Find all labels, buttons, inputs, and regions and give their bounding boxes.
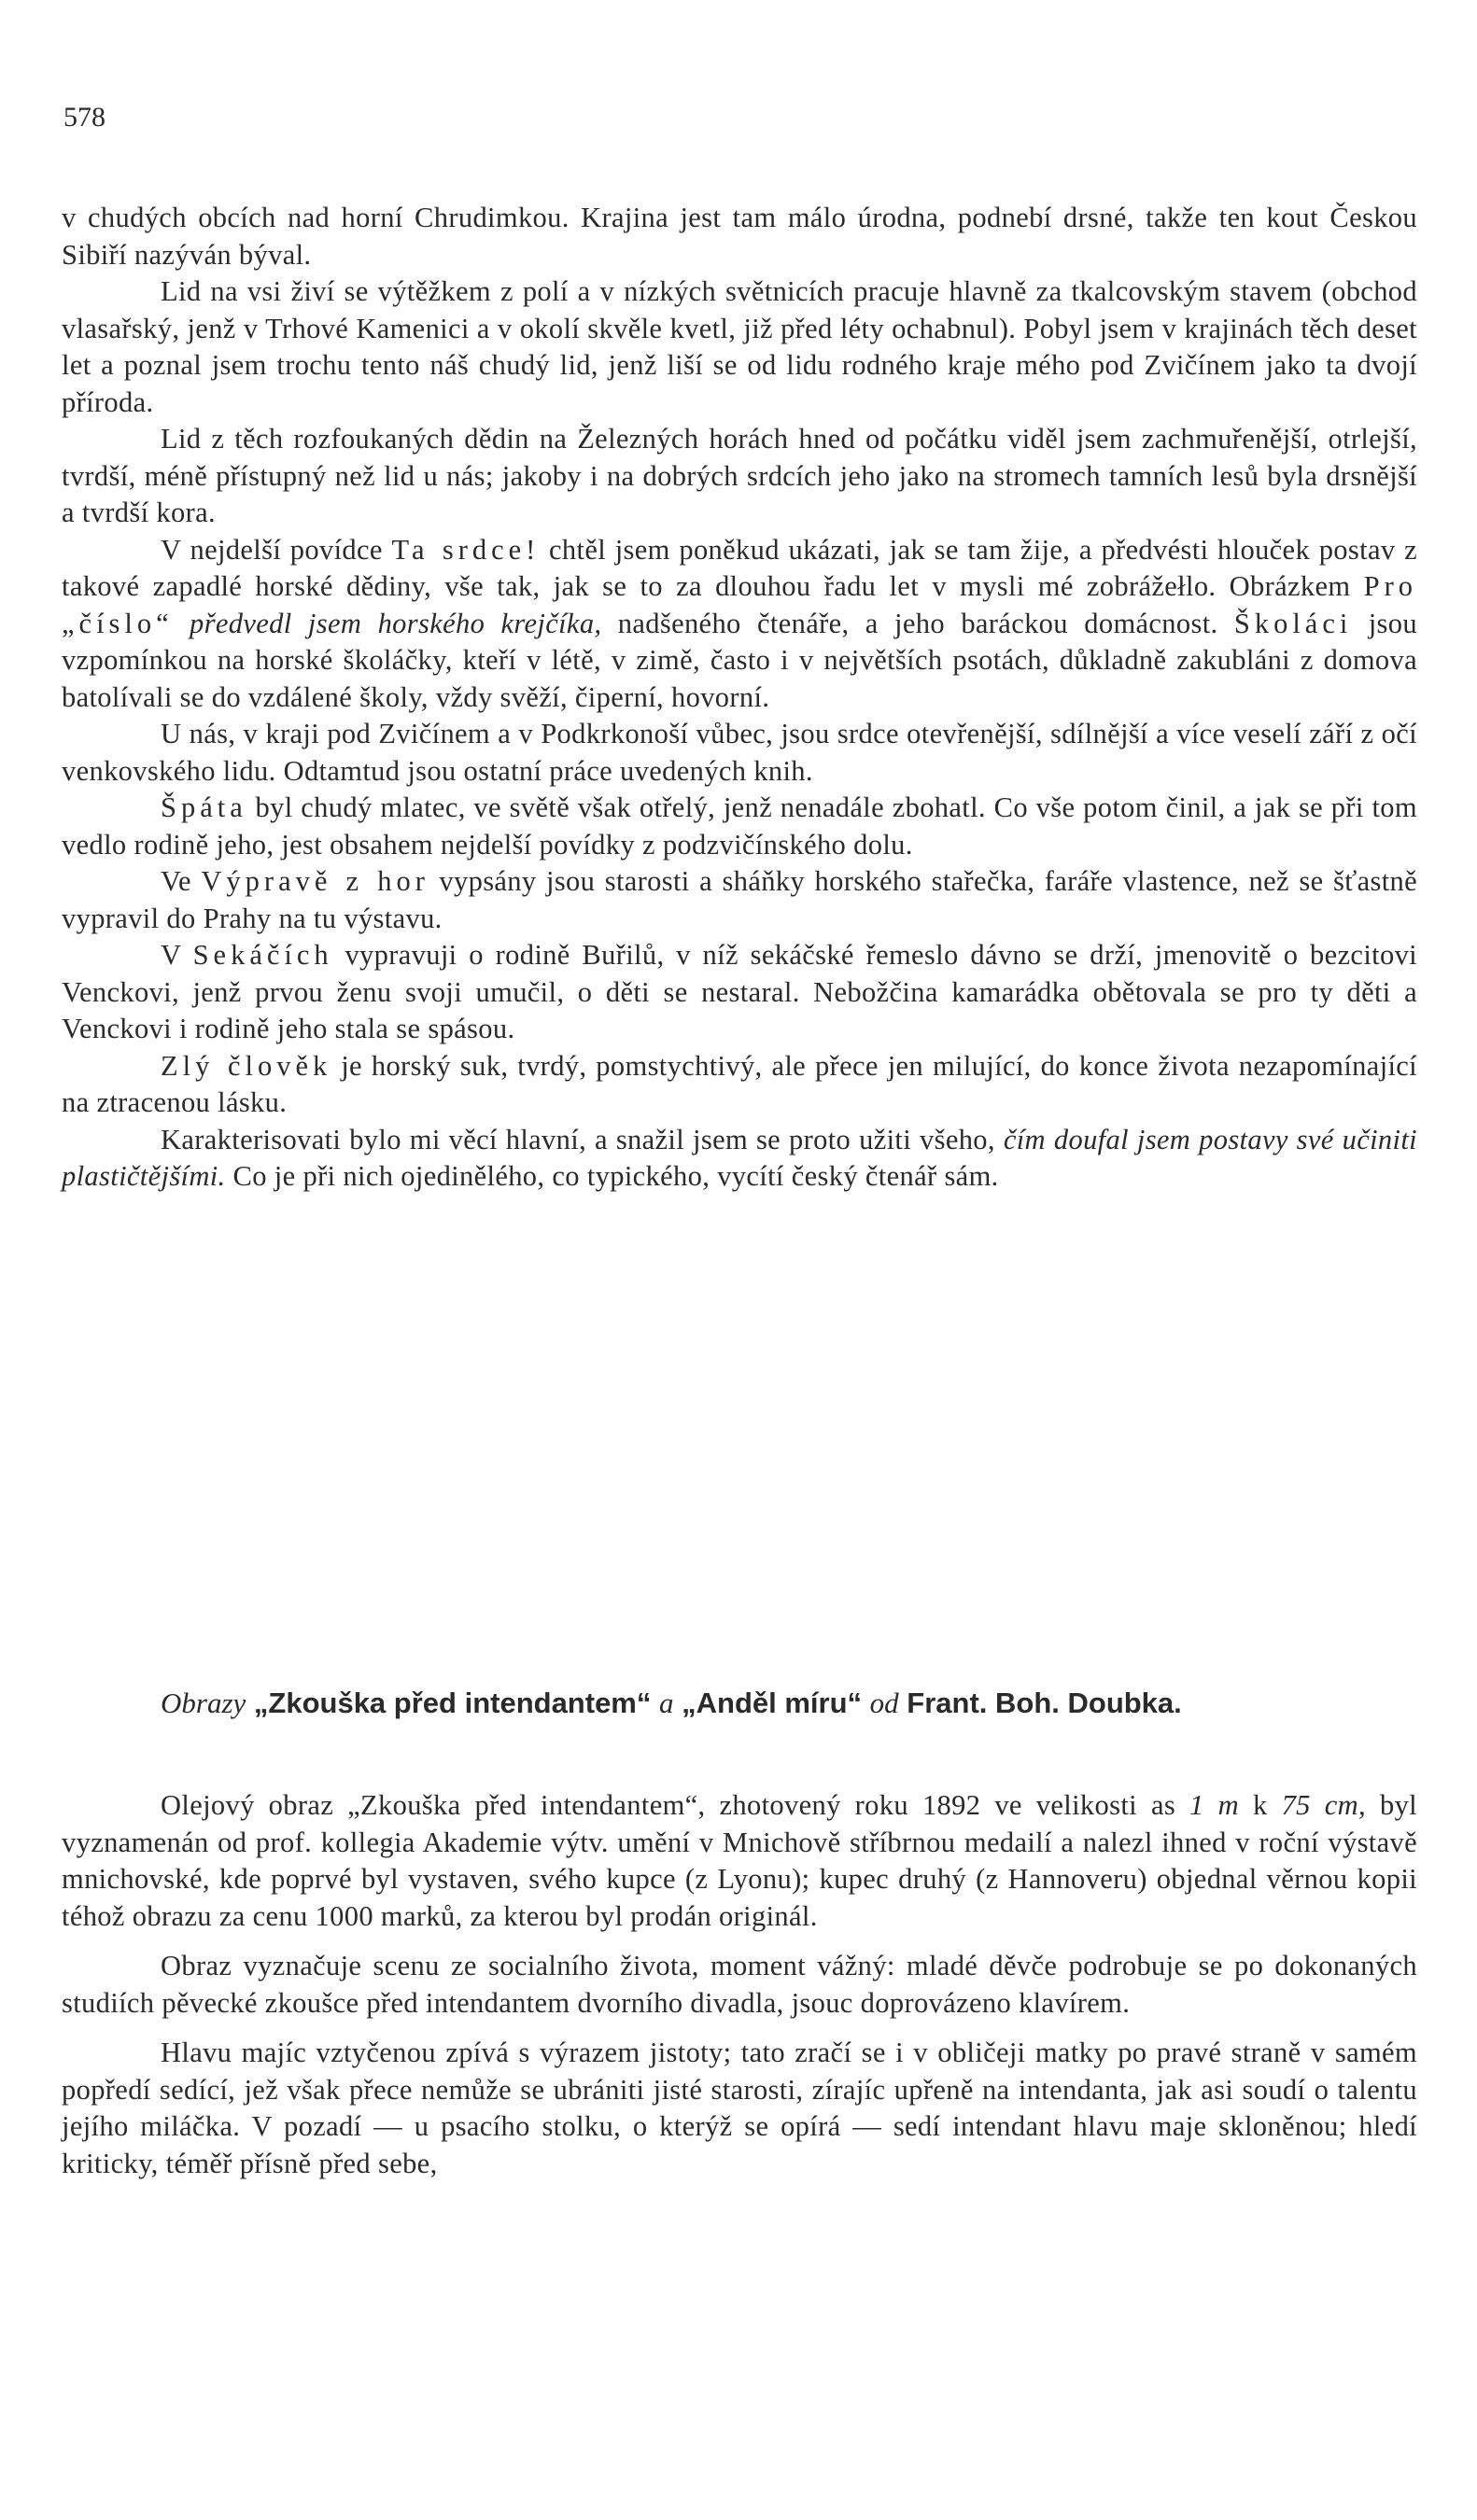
paragraph: Lid z těch rozfoukaných dědin na Železných horách hned od počátku viděl jsem zachmuřenější, otrlejší, tvrdší, méně přístupný než lid u nás; jakoby i na dobrých srdcích jeho jako na stromech tamních lesů byla drsnější a tvrdší kora.: [62, 423, 1417, 528]
paragraph: [62, 1122, 1417, 1196]
heading-bold: „Zkouška před intendantem“: [253, 1687, 652, 1719]
main-text: [62, 200, 1417, 1196]
text-run: k: [1252, 1789, 1268, 1821]
paragraph: v chudých obcích nad horní Chrudimkou. Krajina jest tam málo úrodna, podnebí drsné, takže ten kout Českou Sibiří nazýván býval.: [62, 202, 1417, 271]
paragraph: [62, 790, 1417, 863]
italic-run: 1 m: [1189, 1789, 1239, 1821]
text-run: Co je při nich ojedinělého, co typického, vycítí český čtenář sám.: [232, 1160, 999, 1192]
story-title-vyprava-z-hor: Výpravě z hor: [201, 865, 429, 897]
paragraph: [62, 1048, 1417, 1122]
paragraph: U nás, v kraji pod Zvičínem a v Podkrkonoší vůbec, jsou srdce otevřenější, sdílnější a více veselí září z očí venkovského lidu. Odtamtud jsou ostatní práce uvedených knih.: [62, 718, 1417, 787]
paragraph: [62, 937, 1417, 1048]
story-title-skolaci: Školáci: [1233, 607, 1353, 639]
heading-italic: Obrazy: [161, 1687, 246, 1719]
paragraph: Obraz vyznačuje scenu ze socialního života, moment vážný: mladé děvče podrobuje se po dokonaných studiích pěvecké zkoušce před intendantem dvorního divadla, jsouc doprovázeno klavírem.: [62, 1950, 1417, 2019]
paragraph: [62, 1787, 1417, 1935]
italic-run: 75 cm,: [1281, 1789, 1366, 1821]
text-run: nadšeného čtenáře, a jeho baráckou domácnost.: [617, 607, 1218, 639]
text-run: Ve: [161, 865, 191, 897]
heading-line: [62, 1685, 1417, 1722]
story-title-ta-srdce: Ta srdce!: [391, 533, 541, 566]
text-run: byl chudý mlatec, ve světě však otřelý, jenž nenadále zbohatl. Co vše potom činil, a jak se při tom vedlo rodině jeho, jest obsahem nejdelší povídky z podzvičínského dolu.: [62, 791, 1417, 861]
text-run: V nejdelší povídce: [161, 533, 383, 566]
article-text: [62, 1787, 1417, 2195]
text-run: byl vyznamenán od prof. kollegia Akademie výtv. umění v Mnichově stříbrnou medailí a nalezl ihned v roční výstavě mnichovské, kde poprvé byl vystaven, svého kupce (z Lyonu); kupec druhý (z Hannoveru) objednal věrnou kopii téhož obrazu za cenu 1000 marků, za kterou byl prodán originál.: [62, 1789, 1418, 1932]
story-title-sekaci: Sekáčích: [192, 939, 333, 971]
text-run: jsou vzpomínkou na horské školáčky, kteří v létě, v zimě, často i v největších psotách, důkladně zakubláni z domova batolívali se do vzdálené školy, vždy svěží, čiperní, hovorní.: [62, 607, 1417, 713]
heading-italic: od: [869, 1687, 899, 1719]
italic-run: čím doufal jsem postavy své učiniti plastičtějšími.: [62, 1123, 1417, 1192]
paragraph: [62, 863, 1417, 937]
paragraph: Hlavu majíc vztyčenou zpívá s výrazem jistoty; tato zračí se i v obličeji matky po pravé straně v samém popředí sedící, jež však přece nemůže se ubrániti jisté starosti, zírajíc upřeně na intendanta, jak asi soudí o talentu jejího miláčka. V pozadí — u psacího stolku, o kterýž se opírá — sedí intendant hlavu maje skloněnou; hledí kriticky, téměř přísně před sebe,: [62, 2037, 1417, 2179]
section-heading: [62, 1685, 1417, 1722]
text-run: chtěl jsem poněkud ukázati, jak se tam žije, a předvésti hlouček postav z takové zapadlé horské dědiny, vše tak, jak se to za dlouhou řadu let v mysli mé zobrážełlo. Obrázkem: [62, 533, 1417, 602]
text-run: Karakterisovati bylo mi věcí hlavní, a snažil jsem se proto užiti všeho,: [161, 1123, 995, 1155]
story-title-pro-cislo: Pro „číslo“: [62, 570, 1417, 639]
heading-italic: a: [659, 1687, 674, 1719]
story-title-spata: Špáta: [161, 791, 247, 823]
text-run: je horský suk, tvrdý, pomstychtivý, ale přece jen milující, do konce života nezapomínající na ztracenou lásku.: [62, 1049, 1418, 1118]
heading-bold: Frant. Boh. Doubka.: [907, 1687, 1182, 1719]
italic-run: předvedl jsem horského krejčíka,: [190, 607, 602, 639]
text-run: vypsány jsou starosti a sháňky horského stařečka, faráře vlastence, než se šťastně vypravil do Prahy na tu výstavu.: [62, 865, 1418, 934]
page-number: 578: [63, 102, 106, 133]
paragraph: Lid na vsi živí se výtěžkem z polí a v nízkých světnicích pracuje hlavně za tkalcovským stavem (obchod vlasařský, jenž v Trhové Kamenici a v okolí skvěle kvetl, již před léty ochabnul). Pobyl jsem v krajinách těch deset let a poznal jsem trochu tento náš chudý lid, jenž liší se od lidu rodného kraje mého pod Zvičínem jako ta dvojí příroda.: [62, 275, 1417, 418]
paragraph: [62, 532, 1417, 717]
text-run: vypravuji o rodině Buřilů, v níž sekáčské řemeslo dávno se drží, jmenovitě o bezcitovi Venckovi, jenž prvou ženu svoji umučil, o děti se nestaral. Nebožčina kamarádka obětovala se pro ty děti a Venckovi i rodině jeho stala se spásou.: [62, 939, 1417, 1044]
text-run: Olejový obraz „Zkouška před intendantem“, zhotovený roku 1892 ve velikosti as: [161, 1789, 1176, 1821]
story-title-zly-clovek: Zlý člověk: [161, 1049, 332, 1082]
text-run: V: [161, 939, 181, 971]
heading-bold: „Anděl míru“: [682, 1687, 863, 1719]
